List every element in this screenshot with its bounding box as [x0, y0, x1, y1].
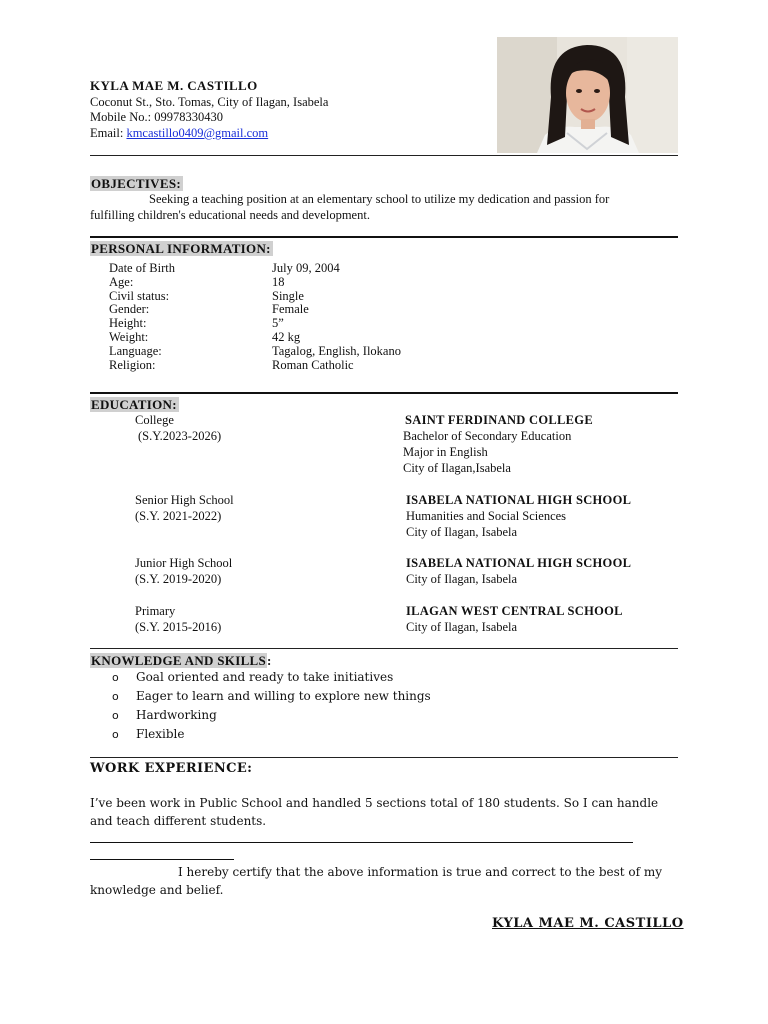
personal-info-heading: PERSONAL INFORMATION: [91, 241, 271, 256]
address: Coconut St., Sto. Tomas, City of Ilagan, Isabela [90, 95, 329, 109]
skill-item: Flexible [136, 727, 185, 741]
jhs-school: ISABELA NATIONAL HIGH SCHOOL [406, 556, 632, 570]
label-religion: Religion: [109, 358, 156, 372]
skill-item: Hardworking [136, 708, 217, 722]
bullet-icon: o [112, 709, 119, 722]
bullet-icon: o [112, 728, 119, 741]
divider [90, 757, 678, 758]
label-height: Height: [109, 316, 147, 330]
work-experience-heading: WORK EXPERIENCE: [90, 761, 253, 776]
jhs-sy: (S.Y. 2019-2020) [135, 572, 222, 586]
skills-heading-colon: : [267, 653, 272, 668]
college-school: SAINT FERDINAND COLLEGE [405, 413, 593, 427]
email-label: Email: [90, 126, 127, 140]
objectives-line1: Seeking a teaching position at an elementary school to utilize my dedication and passion for [149, 192, 610, 206]
profile-photo [497, 37, 678, 153]
divider [90, 859, 234, 860]
email-link[interactable]: kmcastillo0409@gmail.com [126, 126, 269, 140]
skill-item: Eager to learn and willing to explore new things [136, 689, 431, 703]
divider [90, 648, 678, 649]
divider [90, 842, 633, 843]
email-line [90, 126, 268, 141]
certification-line2: knowledge and belief. [90, 883, 224, 897]
college-major: Major in English [403, 445, 488, 459]
primary-location: City of Ilagan, Isabela [406, 620, 518, 634]
label-gender: Gender: [109, 302, 150, 316]
shs-strand: Humanities and Social Sciences [406, 509, 567, 523]
mobile-number: Mobile No.: 09978330430 [90, 110, 223, 124]
jhs-level: Junior High School [135, 556, 233, 570]
label-language: Language: [109, 344, 162, 358]
shs-sy: (S.Y. 2021-2022) [135, 509, 222, 523]
work-line1: I’ve been work in Public School and handled 5 sections total of 180 students. So I can handle [90, 796, 659, 810]
certification-line1: I hereby certify that the above information is true and correct to the best of my [178, 865, 663, 879]
skill-item: Goal oriented and ready to take initiatives [136, 670, 394, 684]
bullet-icon: o [112, 671, 119, 684]
college-location: City of Ilagan,Isabela [403, 461, 511, 475]
applicant-name: KYLA MAE M. CASTILLO [90, 78, 258, 93]
college-level: College [135, 413, 174, 427]
value-height: 5” [272, 316, 284, 330]
education-heading: EDUCATION: [91, 397, 177, 412]
college-degree: Bachelor of Secondary Education [403, 429, 572, 443]
value-civil-status: Single [272, 289, 304, 303]
divider [90, 392, 678, 394]
value-weight: 42 kg [272, 330, 301, 344]
value-date-of-birth: July 09, 2004 [272, 261, 340, 275]
value-age: 18 [272, 275, 285, 289]
signature-name: KYLA MAE M. CASTILLO [492, 916, 684, 931]
jhs-location: City of Ilagan, Isabela [406, 572, 518, 586]
skills-heading: KNOWLEDGE AND SKILLS [91, 653, 267, 668]
college-sy: (S.Y.2023-2026) [138, 429, 222, 443]
bullet-icon: o [112, 690, 119, 703]
divider [90, 236, 678, 238]
objectives-heading: OBJECTIVES: [91, 176, 181, 191]
divider [90, 155, 678, 156]
primary-level: Primary [135, 604, 176, 618]
primary-school: ILAGAN WEST CENTRAL SCHOOL [406, 604, 623, 618]
work-line2: and teach different students. [90, 814, 267, 828]
shs-location: City of Ilagan, Isabela [406, 525, 518, 539]
value-language: Tagalog, English, Ilokano [272, 344, 401, 358]
label-age: Age: [109, 275, 134, 289]
objectives-line2: fulfilling children's educational needs and development. [90, 208, 370, 222]
label-civil-status: Civil status: [109, 289, 170, 303]
shs-school: ISABELA NATIONAL HIGH SCHOOL [406, 493, 632, 507]
label-date-of-birth: Date of Birth [109, 261, 175, 275]
label-weight: Weight: [109, 330, 149, 344]
value-religion: Roman Catholic [272, 358, 354, 372]
shs-level: Senior High School [135, 493, 234, 507]
value-gender: Female [272, 302, 309, 316]
primary-sy: (S.Y. 2015-2016) [135, 620, 222, 634]
skills-heading-line [90, 653, 272, 668]
